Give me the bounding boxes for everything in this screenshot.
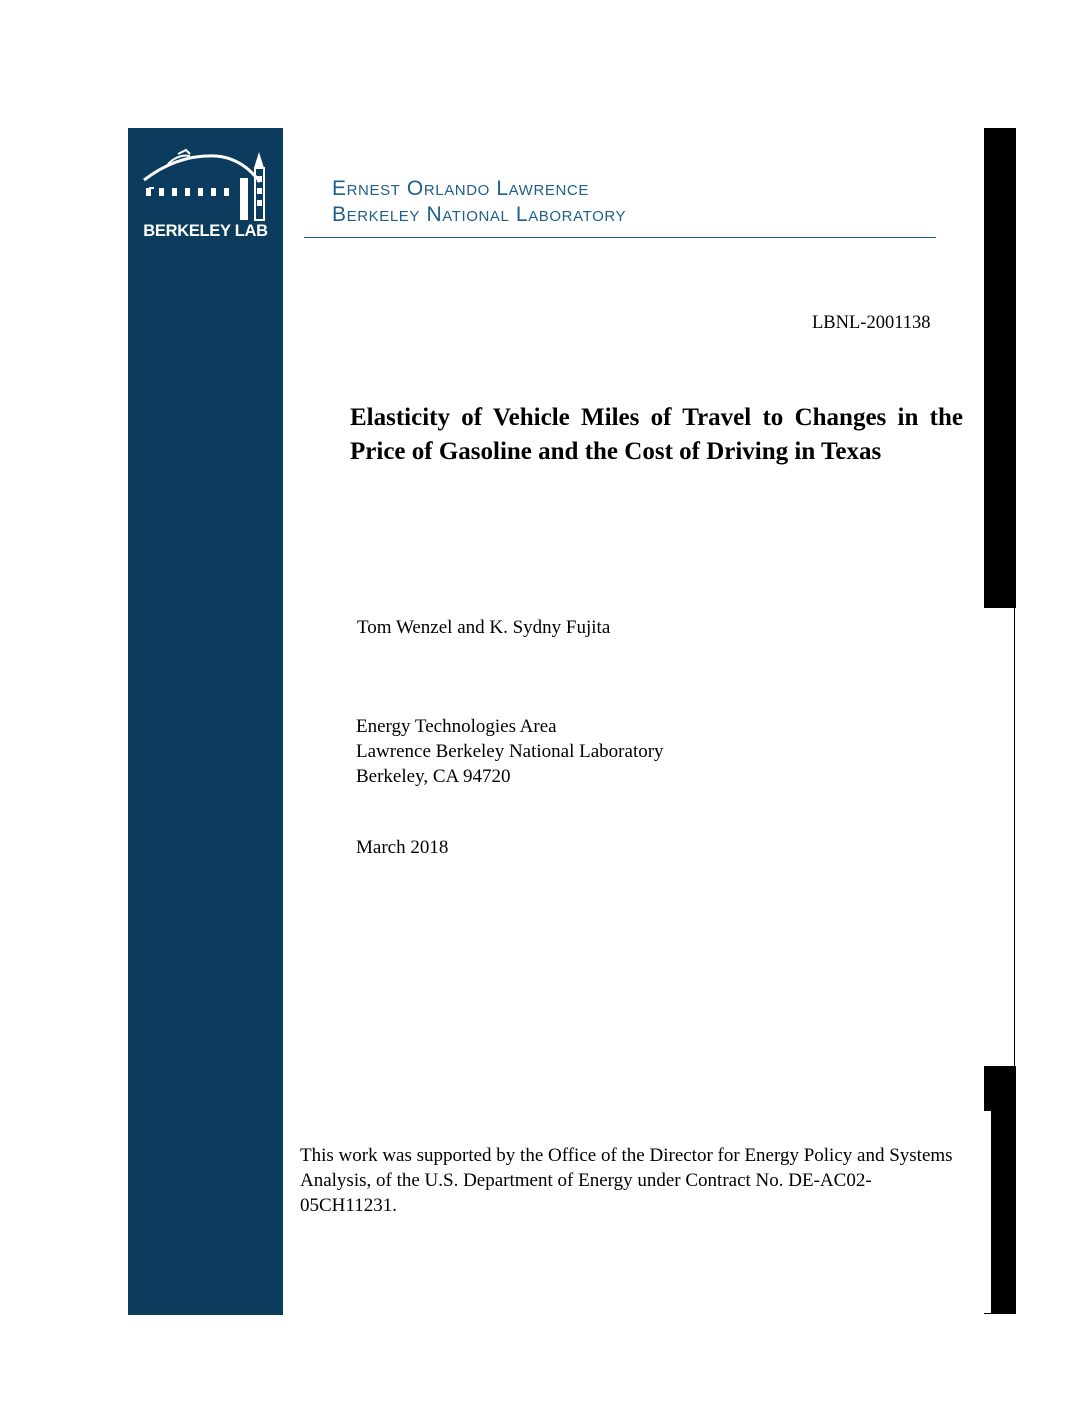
affiliation-line: Lawrence Berkeley National Laboratory bbox=[356, 741, 664, 762]
brand-sidebar bbox=[128, 128, 283, 1315]
right-edge-bar-bottom bbox=[984, 1066, 1016, 1111]
berkeley-lab-logo-icon bbox=[138, 142, 274, 222]
logo-text: BERKELEY LAB bbox=[143, 222, 268, 240]
affiliation-line: Berkeley, CA 94720 bbox=[356, 766, 511, 787]
lab-name-line-2: Berkeley National Laboratory bbox=[332, 203, 627, 226]
report-title: Elasticity of Vehicle Miles of Travel to Changes in the Price of Gasoline and the Cost of Driving in Texas bbox=[350, 404, 963, 465]
affiliation-block bbox=[356, 714, 664, 789]
funding-statement: This work was supported by the Office of the Director for Energy Policy and Systems Analysis, of the U.S. Department of Energy under Contract No. DE-AC02-05CH11231. bbox=[300, 1145, 953, 1216]
lab-name-line-1: Ernest Orlando Lawrence bbox=[332, 177, 589, 200]
authors: Tom Wenzel and K. Sydny Fujita bbox=[357, 617, 611, 638]
lab-name-header bbox=[332, 176, 626, 228]
right-edge-tick bbox=[984, 1313, 1016, 1314]
affiliation-line: Energy Technologies Area bbox=[356, 716, 557, 737]
publication-date: March 2018 bbox=[356, 837, 449, 858]
right-edge-bar-top bbox=[984, 128, 1016, 608]
report-number: LBNL-2001138 bbox=[812, 313, 931, 333]
header-rule-divider bbox=[304, 237, 936, 238]
right-edge-line bbox=[1014, 608, 1015, 1066]
right-edge-bar-lower bbox=[991, 1111, 1016, 1314]
